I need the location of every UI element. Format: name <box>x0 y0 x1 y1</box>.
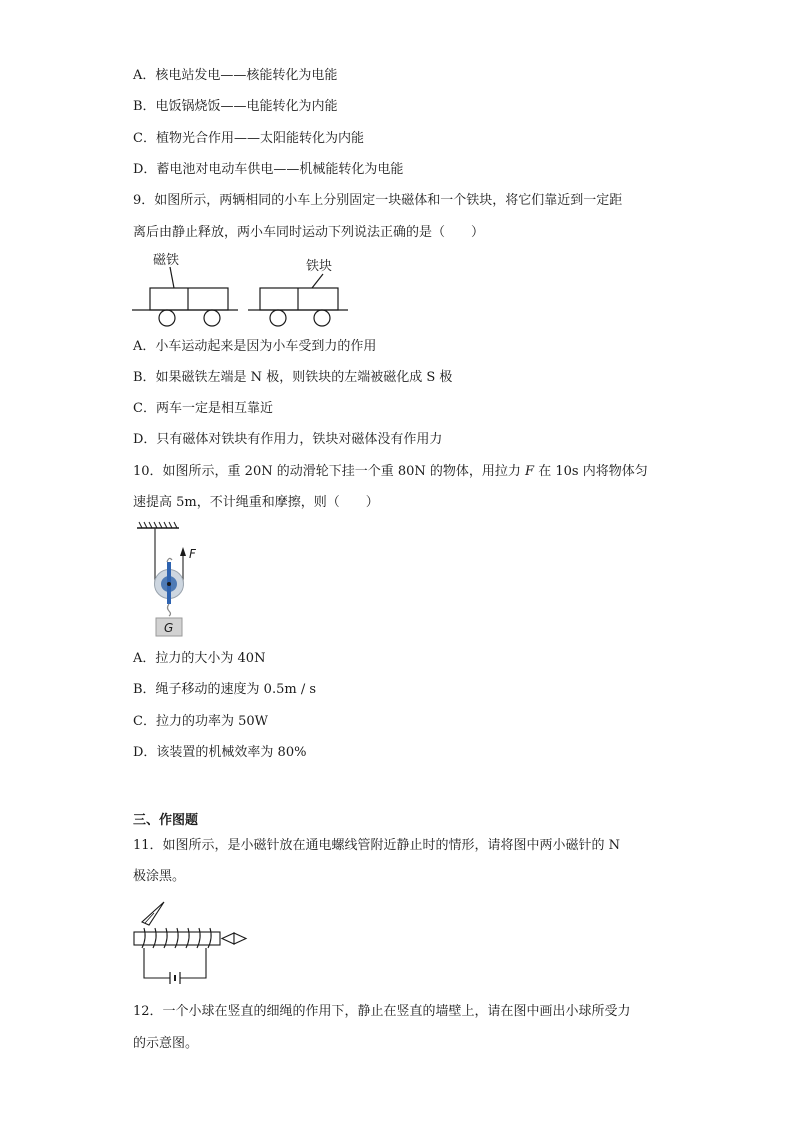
iron-pointer-line <box>312 274 323 288</box>
q10-stem-line1: 10．如图所示，重 20N 的动滑轮下挂一个重 80N 的物体，用拉力 F 在 10s 内将物体匀 <box>133 464 648 479</box>
q10-option-a: A．拉力的大小为 40N <box>133 651 266 666</box>
cart-right-body <box>260 288 338 310</box>
cart-left-wheel-1 <box>159 310 175 326</box>
q10-option-d: D．该装置的机械效率为 80% <box>133 745 307 760</box>
q11-stem-line2: 极涂黑。 <box>133 869 186 884</box>
force-arrow <box>180 547 186 556</box>
magnet-pointer-line <box>170 267 174 288</box>
compass-needle-top <box>142 902 164 925</box>
q12-stem-line2: 的示意图。 <box>133 1036 199 1051</box>
q9-figure-carts <box>130 248 360 333</box>
q9-stem-line2: 离后由静止释放，两小车同时运动下列说法正确的是（ ） <box>133 225 485 240</box>
q9-option-a: A．小车运动起来是因为小车受到力的作用 <box>133 339 377 354</box>
magnet-label: 磁铁 <box>153 253 180 268</box>
q10-option-c: C．拉力的功率为 50W <box>133 714 268 729</box>
compass-needle-right-left-half <box>222 933 234 944</box>
q11-stem-line1: 11．如图所示，是小磁针放在通电螺线管附近静止时的情形，请将图中两小磁针的 N <box>133 838 621 853</box>
cart-right-wheel-2 <box>314 310 330 326</box>
weight-label: G <box>164 621 174 635</box>
q8-option-d: D．蓄电池对电动车供电——机械能转化为电能 <box>133 162 404 177</box>
q10-figure-pulley <box>135 520 215 642</box>
pulley-hook-bottom <box>168 604 171 616</box>
q9-option-b: B．如果磁铁左端是 N 极，则铁块的左端被磁化成 S 极 <box>133 370 453 385</box>
q10-option-b: B．绳子移动的速度为 0.5m / s <box>133 682 317 697</box>
cart-left-wheel-2 <box>204 310 220 326</box>
q9-option-d: D．只有磁体对铁块有作用力，铁块对磁体没有作用力 <box>133 432 443 447</box>
q12-stem-line1: 12．一个小球在竖直的细绳的作用下，静止在竖直的墙壁上，请在图中画出小球所受力 <box>133 1004 631 1019</box>
compass-needle-right-right-half <box>234 933 246 944</box>
pulley-hook-top <box>167 558 172 562</box>
q8-option-c: C．植物光合作用——太阳能转化为内能 <box>133 131 364 146</box>
q10-stem-line2: 速提高 5m，不计绳重和摩擦，则（ ） <box>133 495 379 510</box>
q9-stem-line1: 9．如图所示，两辆相同的小车上分别固定一块磁体和一个铁块，将它们靠近到一定距 <box>133 193 623 208</box>
q8-option-a: A．核电站发电——核能转化为电能 <box>133 68 338 83</box>
q11-figure-solenoid <box>130 898 255 990</box>
section-title: 三、作图题 <box>133 813 199 828</box>
cart-left-body <box>150 288 228 310</box>
q8-option-b: B．电饭锅烧饭——电能转化为内能 <box>133 99 338 114</box>
force-label: F <box>189 547 196 561</box>
iron-label: 铁块 <box>306 259 333 274</box>
cart-right-wheel-1 <box>270 310 286 326</box>
q9-option-c: C．两车一定是相互靠近 <box>133 401 273 416</box>
force-variable: F <box>525 464 535 479</box>
